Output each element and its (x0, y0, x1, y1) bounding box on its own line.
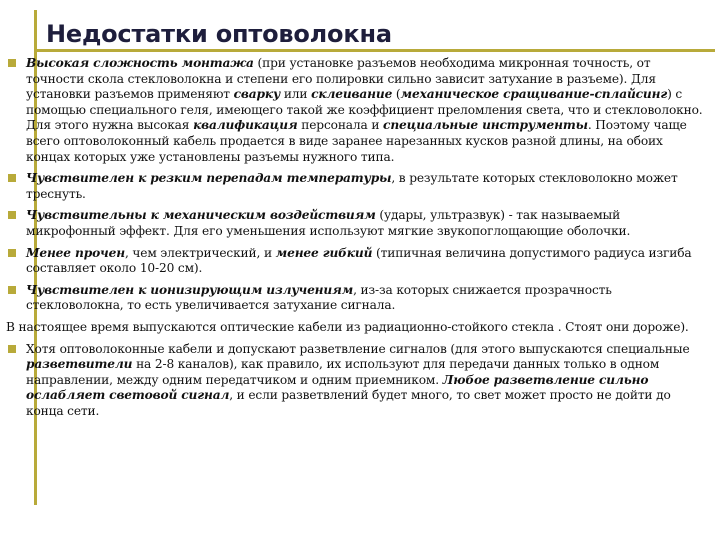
term: разветвители (26, 357, 133, 372)
square-bullet-icon (8, 345, 16, 353)
term: специальные инструменты (383, 118, 588, 133)
square-bullet-icon (8, 174, 16, 182)
text: персонала и (297, 118, 384, 133)
text: ( (392, 87, 401, 102)
term: Чувствительны к механическим воздействиям (26, 208, 376, 223)
term: Менее прочен (26, 245, 125, 260)
bullet-item-temperature (6, 171, 708, 202)
text: или (280, 87, 312, 102)
term: Любое разветвление сильно ослабляет световой сигнал (26, 372, 649, 403)
bullet-item-branching (6, 342, 708, 420)
text: (удары, ультразвук) - так называемый микрофонный эффект. Для его уменьшения используют мягкие звукопоглощающие оболочки. (26, 208, 631, 238)
term: сварку (233, 87, 281, 102)
text: ) с помощью специального геля, имеющего такой же коэффициент преломления света, что и стекловолокно. Для этого нужна высокая (26, 87, 703, 133)
text: Хотя оптоволоконные кабели и допускают разветвление сигналов (для этого выпускаются специальные (26, 341, 690, 356)
text: , в результате которых стекловолокно может треснуть. (26, 171, 678, 201)
text: , и если разветвлений будет много, то свет может просто не дойти до конца сети. (26, 388, 671, 418)
bullet-item-radiation (6, 283, 708, 314)
square-bullet-icon (8, 286, 16, 294)
text: . Поэтому чаще всего оптоволоконный кабель продается в виде заранее нарезанных кусков разной длины, на обоих концах которых уже установлены разъемы нужного типа. (26, 118, 687, 164)
text: (типичная величина допустимого радиуса изгиба составляет около 10-20 см). (26, 245, 692, 276)
horizontal-accent-line (34, 49, 715, 52)
term: менее гибкий (275, 245, 373, 260)
term: Чувствителен к резким перепадам температуры (26, 171, 392, 186)
square-bullet-icon (8, 211, 16, 219)
plain-paragraph: В настоящее время выпускаются оптические кабели из радиационно-стойкого стекла . Стоят они дороже). (6, 319, 689, 334)
term: Чувствителен к ионизирующим излучениям (26, 282, 354, 297)
term: Высокая сложность монтажа (26, 56, 254, 70)
text: , чем электрический, и (124, 245, 276, 260)
square-bullet-icon (8, 59, 16, 67)
text: (при установке разъемов необходима микронная точность, от точности скола стекловолокна и степени его полировки сильно зависит затухание в разъеме). Для установки разъемов применяют (26, 56, 656, 102)
text: на 2-8 каналов), как правило, их используют для передачи данных только в одном направлении, между одним передатчиком и одним приемником. (26, 357, 660, 387)
term: квалификация (193, 118, 298, 133)
slide-title: Недостатки оптоволокна (46, 20, 392, 48)
text: , из-за которых снижается прозрачность стекловолокна, то есть увеличивается затухание сигнала. (26, 282, 612, 313)
term: механическое сращивание-сплайсинг (400, 87, 668, 102)
bullet-item-strength (6, 246, 708, 277)
term: склеивание (311, 87, 393, 102)
bullet-item-installation (6, 56, 708, 165)
square-bullet-icon (8, 249, 16, 257)
bullet-item-mechanical (6, 208, 708, 239)
slide-content (6, 56, 708, 425)
